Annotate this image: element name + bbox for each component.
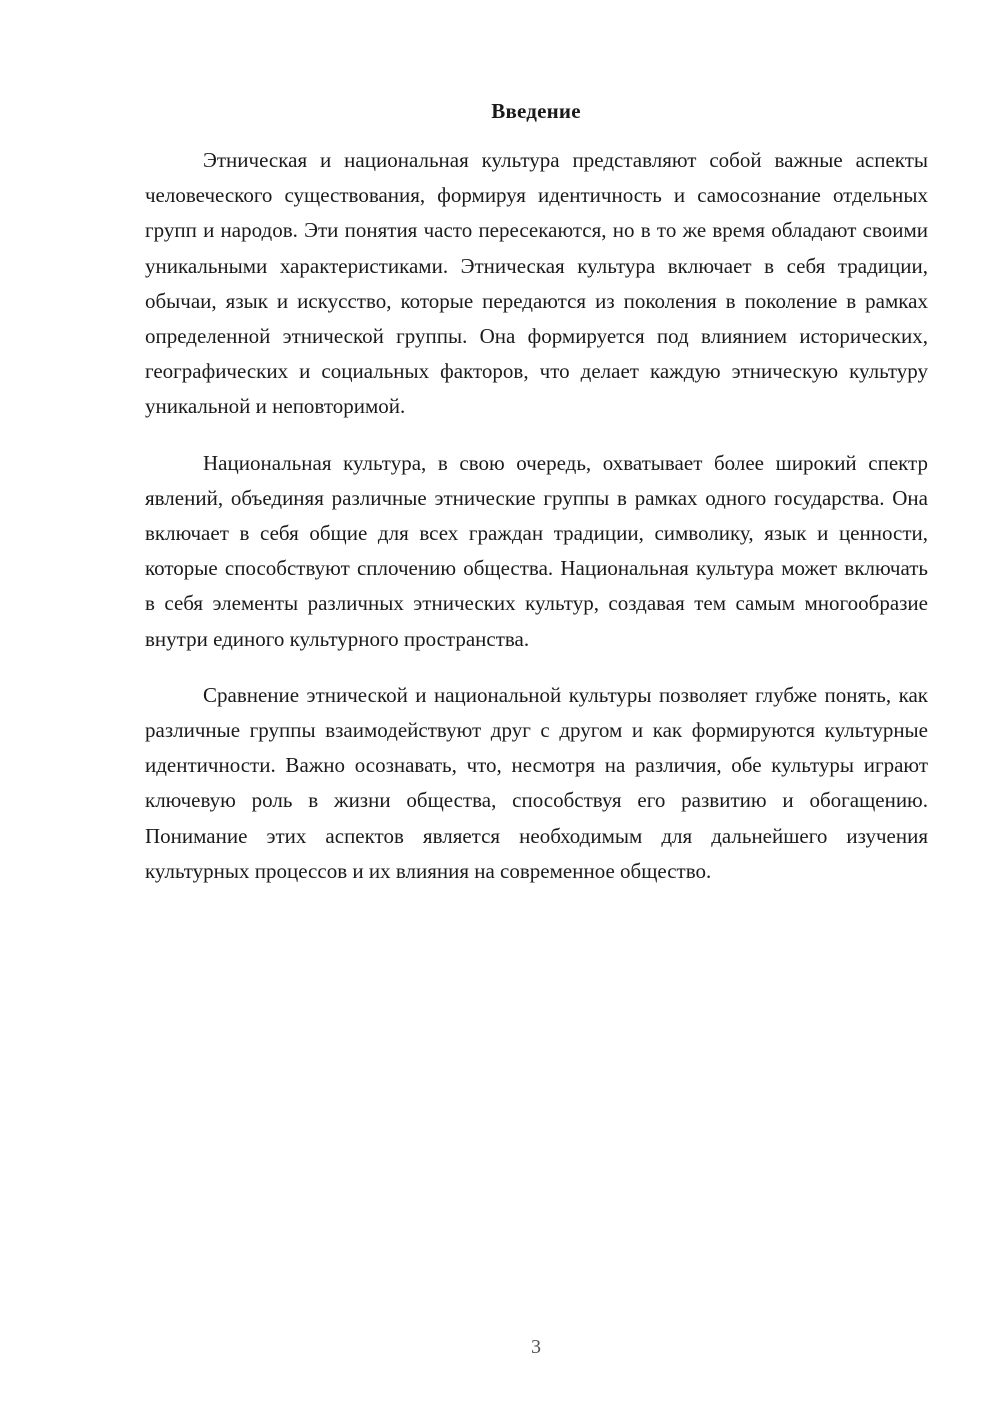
document-body	[145, 143, 928, 910]
paragraph-2: Национальная культура, в свою очередь, охватывает более широкий спектр явлений, объединяя различные этнические группы в рамках одного государства. Она включает в себя общие для всех граждан традиции, символику, язык и ценности, которые способствуют сплочению общества. Национальная культура может включать в себя элементы различных этнических культур, создавая тем самым многообразие внутри единого культурного пространства.	[145, 450, 928, 651]
paragraph-1: Этническая и национальная культура представляют собой важные аспекты человеческого существования, формируя идентичность и самосознание отдельных групп и народов. Эти понятия часто пересекаются, но в то же время обладают своими уникальными характеристиками. Этническая культура включает в себя традиции, обычаи, язык и искусство, которые передаются из поколения в поколение в рамках определенной этнической группы. Она формируется под влиянием исторических, географических и социальных факторов, что делает каждую этническую культуру уникальной и неповторимой.	[145, 148, 928, 419]
page-title: Введение	[491, 99, 581, 123]
paragraph-3: Сравнение этнической и национальной культуры позволяет глубже понять, как различные группы взаимодействуют друг с другом и как формируются культурные идентичности. Важно осознавать, что, несмотря на различия, обе культуры играют ключевую роль в жизни общества, способствуя его развитию и обогащению. Понимание этих аспектов является необходимым для дальнейшего изучения культурных процессов и их влияния на современное общество.	[145, 682, 928, 883]
page-number: 3	[531, 1336, 541, 1358]
